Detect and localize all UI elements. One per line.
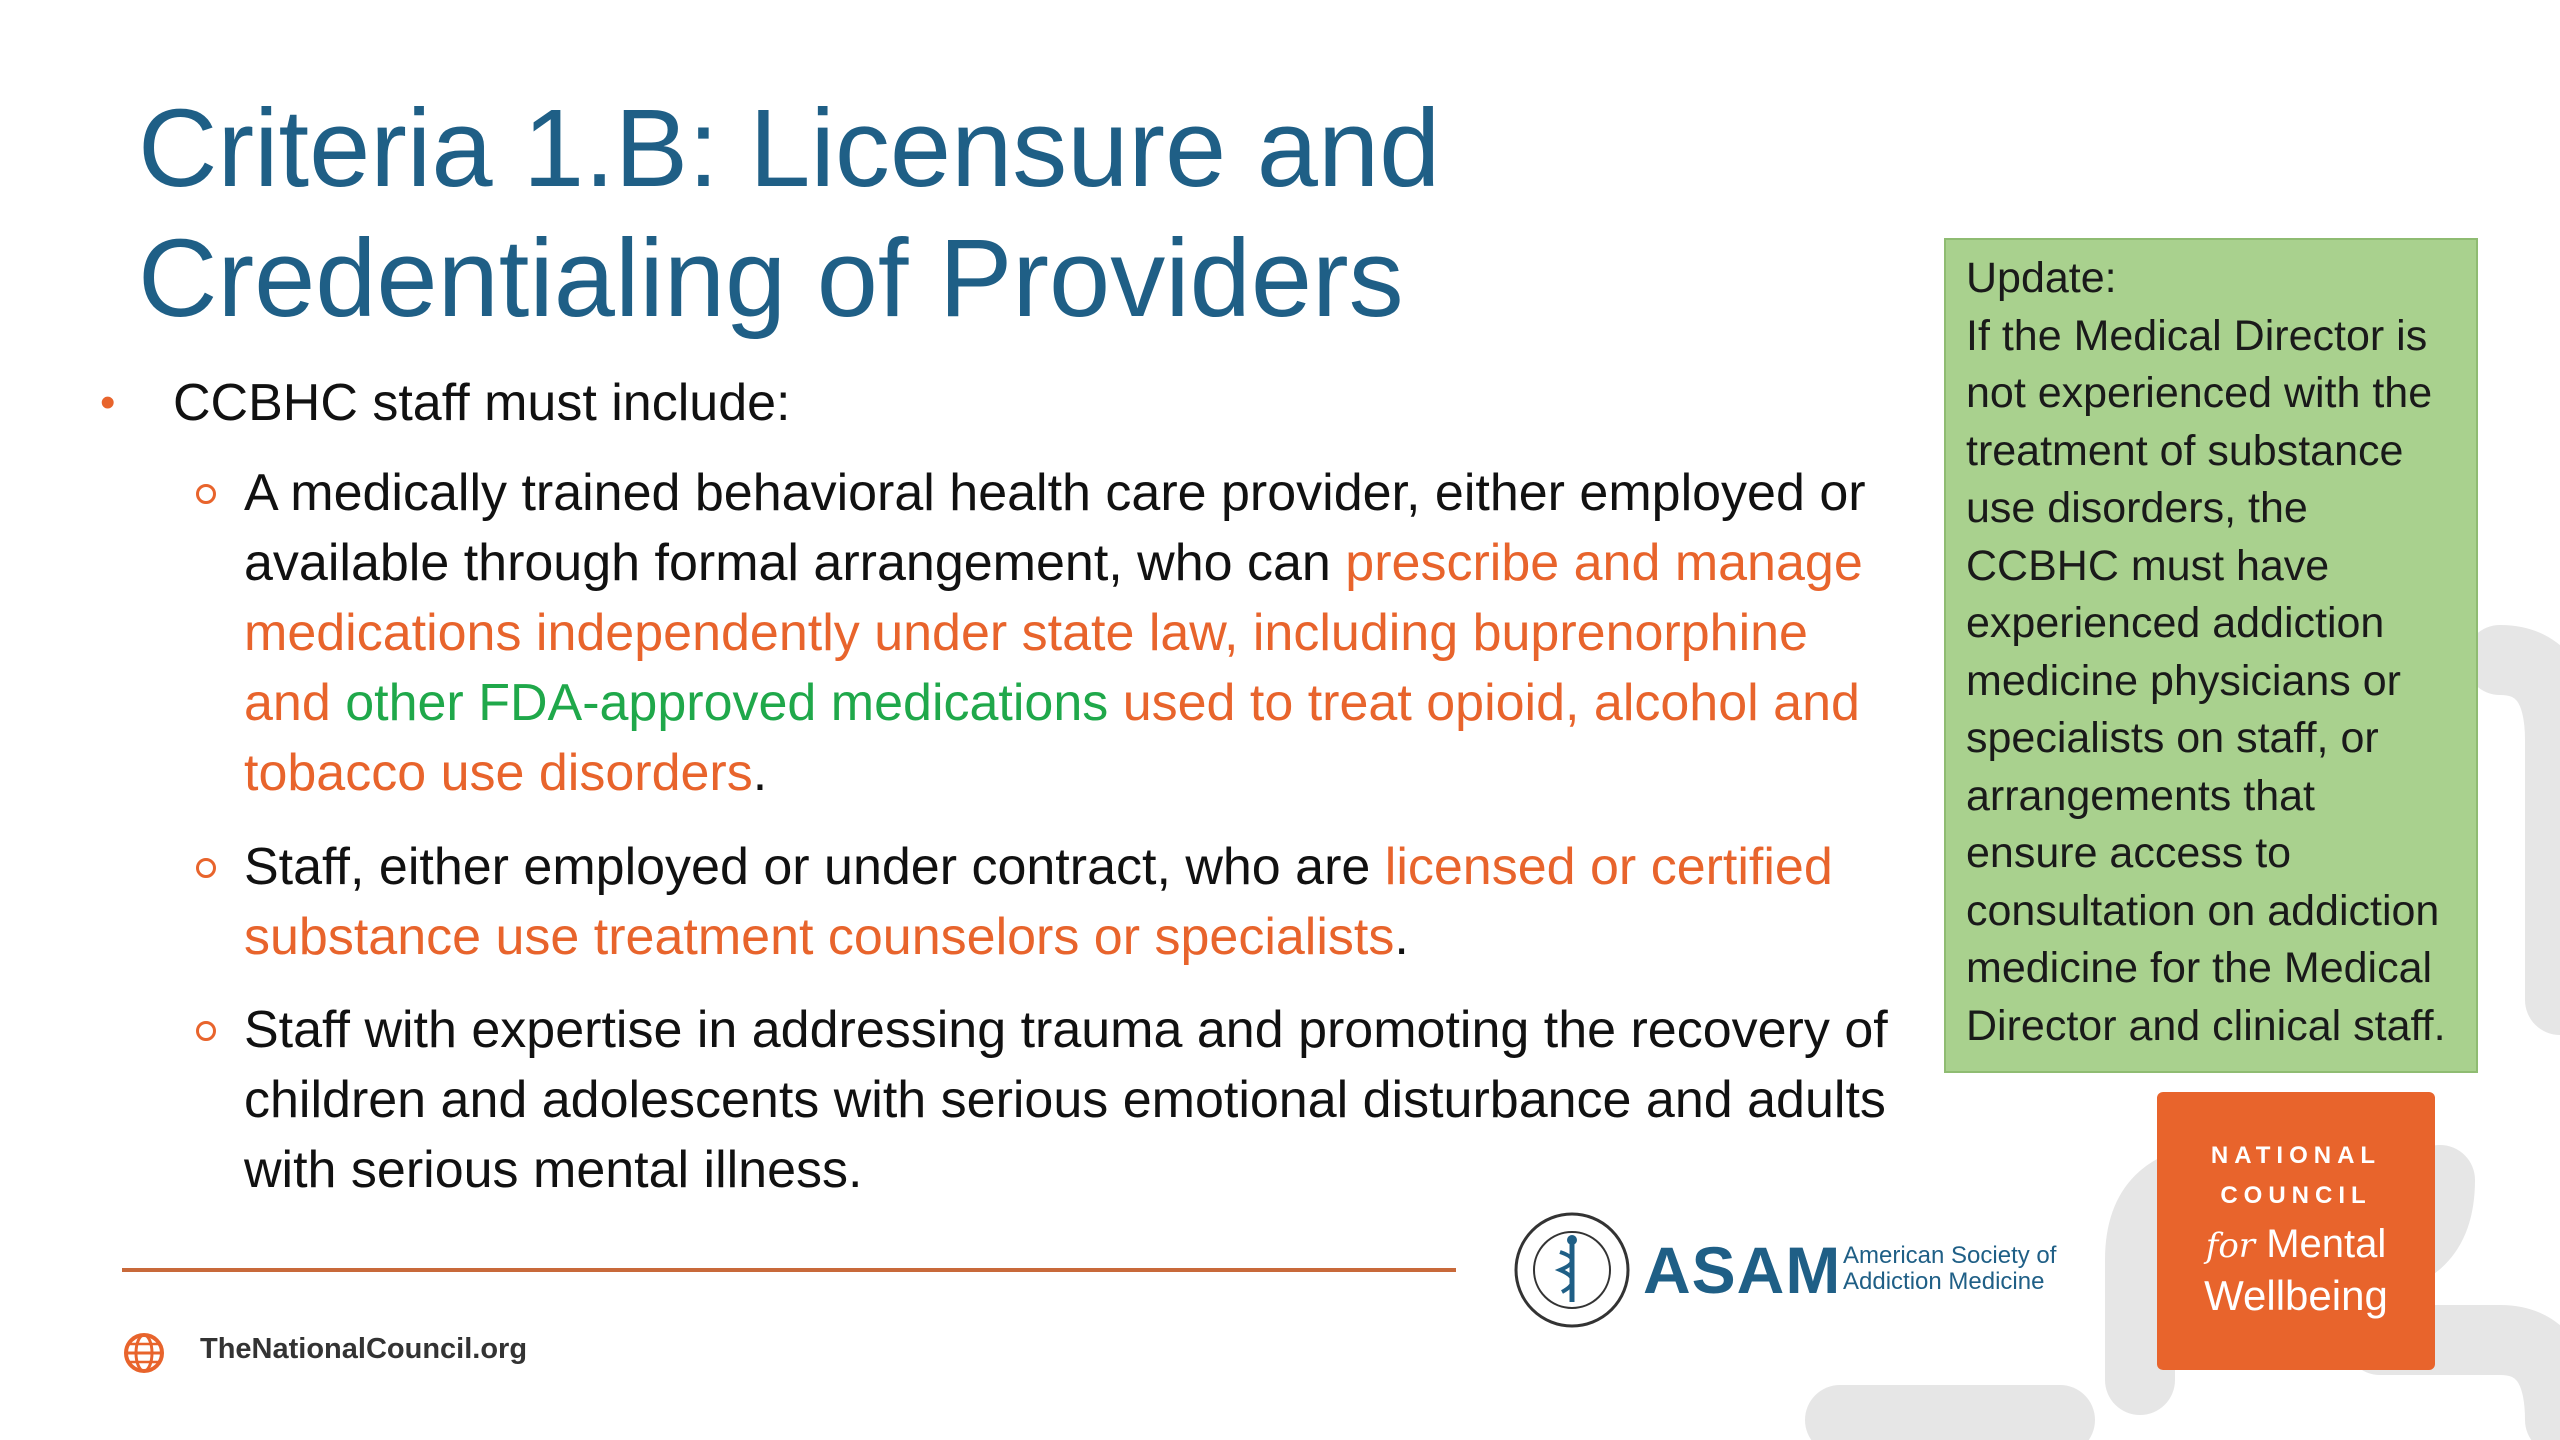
page-title: Criteria 1.B: Licensure and Credentialing of Providers <box>138 87 1441 340</box>
sub2-period: . <box>1394 908 1409 966</box>
sub-bullet-marker <box>196 484 216 504</box>
asam-wordmark: ASAM <box>1643 1233 1842 1307</box>
nc-mental: Mental <box>2266 1222 2387 1266</box>
nc-line2: COUNCIL <box>2220 1182 2372 1209</box>
update-body: If the Medical Director is not experienced with the treatment of substance use disorders, the CCBHC must have experienced addiction medicine physicians or specialists on staff, or arrangements that ensure access to consultation on addiction medicine for the Medical Director and clinical staff. <box>1966 311 2446 1050</box>
sub3-text: Staff with expertise in addressing trauma and promoting the recovery of children and adolescents with serious emotional disturbance and adults with serious mental illness. <box>244 1001 1888 1199</box>
sub2-text: Staff, either employed or under contract, who are <box>244 838 1385 896</box>
nc-line4: Wellbeing <box>2204 1272 2388 1319</box>
nc-line1: NATIONAL <box>2210 1142 2382 1169</box>
sub1-text: A medically trained behavioral health care provider, either employed or available through formal arrangement, who can <box>244 464 1866 592</box>
sub-bullet-marker <box>196 1021 216 1041</box>
bullet-marker: • <box>100 378 116 427</box>
asam-tagline-line1: American Society of <box>1843 1242 2057 1269</box>
sub1-highlight-orange-2: used to treat opioid, alcohol and tobacco use disorders <box>244 674 1860 802</box>
asam-seal-logo <box>1512 1210 1632 1330</box>
main-bullet-text: CCBHC staff must include: <box>173 374 791 432</box>
sub1-highlight-green: other FDA-approved medications <box>345 674 1109 732</box>
sub-bullet-counselors <box>196 832 1896 972</box>
sub1-period: . <box>752 744 768 802</box>
divider-line <box>122 1268 1456 1272</box>
sub-bullet-trauma <box>196 995 1896 1205</box>
asam-tagline-line2: Addiction Medicine <box>1843 1268 2045 1295</box>
update-heading: Update: <box>1966 254 2117 302</box>
nc-for: for <box>2205 1226 2256 1266</box>
sub1-highlight-orange: prescribe and manage medications independently under state law, including buprenorphine and <box>244 534 1863 732</box>
national-council-logo <box>2157 1092 2435 1370</box>
sub-bullet-marker <box>196 858 216 878</box>
sub2-highlight-orange: licensed or certified substance use treatment counselors or specialists <box>244 838 1833 966</box>
footer-site-link[interactable]: TheNationalCouncil.org <box>200 1333 528 1365</box>
globe-icon <box>122 1331 166 1375</box>
update-callout <box>1944 238 2478 1073</box>
sub-bullet-medical-provider <box>196 458 1896 808</box>
asam-tagline <box>1843 1243 2056 1295</box>
nc-line3 <box>2157 1222 2435 1267</box>
